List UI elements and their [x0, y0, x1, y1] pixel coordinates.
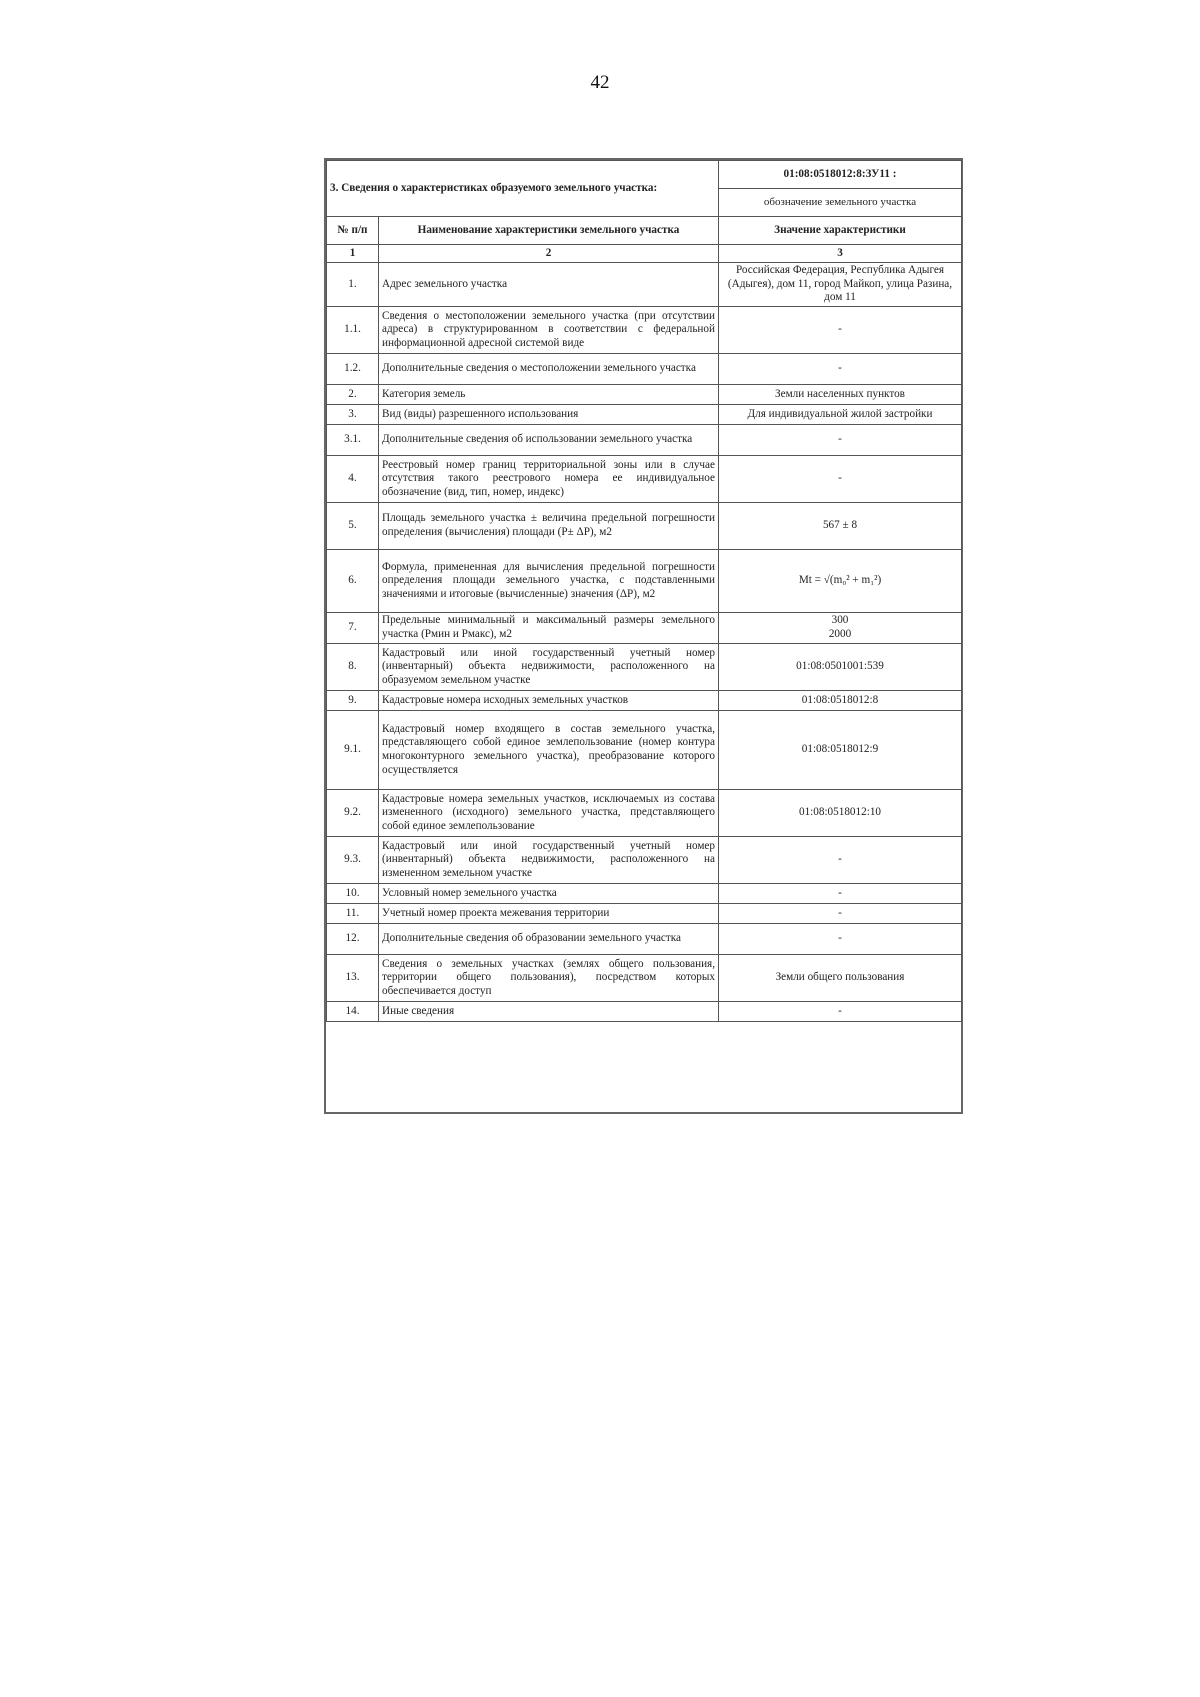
characteristic-name: Сведения о земельных участках (землях общего пользования, территории общего пользования), посредством которых обеспечивается доступ	[379, 955, 719, 1002]
characteristic-name: Кадастровый или иной государственный учетный номер (инвентарный) объекта недвижимости, расположенного на измененном земельном участке	[379, 837, 719, 884]
row-number: 10.	[327, 884, 379, 904]
characteristic-name: Кадастровые номера земельных участков, исключаемых из состава измененного (исходного) земельного участка, представляющего собой единое землепользование	[379, 790, 719, 837]
row-number: 2.	[327, 385, 379, 405]
characteristic-value: -	[719, 456, 962, 503]
column-header-value: Значение характеристики	[719, 217, 962, 245]
characteristic-name: Формула, примененная для вычисления предельной погрешности определения площади земельного участка, с подставленными значениями и итоговые (вычисленные) значения (ΔP), м2	[379, 550, 719, 613]
section-title: 3. Сведения о характеристиках образуемого земельного участка:	[327, 161, 719, 217]
blank-cell	[327, 1022, 962, 1086]
column-index-row	[327, 245, 962, 263]
characteristic-value	[719, 613, 962, 644]
table-row	[327, 456, 962, 503]
header-row-1	[327, 161, 962, 189]
table-row	[327, 503, 962, 550]
characteristic-name: Условный номер земельного участка	[379, 884, 719, 904]
row-number: 1.1.	[327, 307, 379, 354]
row-number: 9.1.	[327, 711, 379, 790]
characteristic-name: Кадастровый или иной государственный учетный номер (инвентарный) объекта недвижимости, расположенного на образуемом земельном участке	[379, 644, 719, 691]
row-number: 5.	[327, 503, 379, 550]
row-number: 11.	[327, 904, 379, 924]
table-row	[327, 924, 962, 955]
characteristic-name: Предельные минимальный и максимальный размеры земельного участка (Pмин и Pмакс), м2	[379, 613, 719, 644]
table-row	[327, 644, 962, 691]
table-row	[327, 405, 962, 425]
characteristic-value: 01:08:0518012:9	[719, 711, 962, 790]
row-number: 8.	[327, 644, 379, 691]
column-header-name: Наименование характеристики земельного участка	[379, 217, 719, 245]
row-number: 9.2.	[327, 790, 379, 837]
characteristic-name: Адрес земельного участка	[379, 263, 719, 307]
characteristic-value: -	[719, 1002, 962, 1022]
row-number: 7.	[327, 613, 379, 644]
table-row	[327, 711, 962, 790]
characteristic-value: Российская Федерация, Республика Адыгея (Адыгея), дом 11, город Майкоп, улица Разина, дом 11	[719, 263, 962, 307]
page-number: 42	[590, 72, 610, 93]
characteristic-value: -	[719, 837, 962, 884]
column-index-2: 2	[379, 245, 719, 263]
characteristic-value: 01:08:0518012:10	[719, 790, 962, 837]
characteristic-value: Mt = √(m₀² + m₁²)	[719, 550, 962, 613]
table-row	[327, 425, 962, 456]
characteristic-value: Земли населенных пунктов	[719, 385, 962, 405]
characteristic-value: -	[719, 884, 962, 904]
row-number: 1.	[327, 263, 379, 307]
table-row	[327, 884, 962, 904]
characteristic-value: Земли общего пользования	[719, 955, 962, 1002]
row-number: 3.1.	[327, 425, 379, 456]
characteristic-value: Для индивидуальной жилой застройки	[719, 405, 962, 425]
table-row	[327, 837, 962, 884]
column-index-1: 1	[327, 245, 379, 263]
table-row	[327, 955, 962, 1002]
parcel-characteristics-table	[326, 160, 962, 1086]
characteristic-name: Вид (виды) разрешенного использования	[379, 405, 719, 425]
characteristic-value: -	[719, 924, 962, 955]
table-row	[327, 613, 962, 644]
table-row	[327, 307, 962, 354]
table-row	[327, 790, 962, 837]
characteristic-name: Кадастровые номера исходных земельных участков	[379, 691, 719, 711]
row-number: 14.	[327, 1002, 379, 1022]
row-number: 4.	[327, 456, 379, 503]
parcel-id: 01:08:0518012:8:ЗУ11 :	[719, 161, 962, 189]
characteristic-name: Реестровый номер границ территориальной зоны или в случае отсутствия такого реестрового номера ее индивидуальное обозначение (вид, тип, номер, индекс)	[379, 456, 719, 503]
characteristic-value: -	[719, 307, 962, 354]
table-row	[327, 385, 962, 405]
characteristic-value-line: 300	[831, 614, 849, 627]
row-number: 12.	[327, 924, 379, 955]
characteristic-value-line: 2000	[828, 628, 852, 640]
table-row	[327, 904, 962, 924]
characteristic-name: Дополнительные сведения об использовании земельного участка	[379, 425, 719, 456]
table-body	[327, 263, 962, 1086]
row-number: 9.3.	[327, 837, 379, 884]
characteristic-value: -	[719, 425, 962, 456]
characteristic-value: 01:08:0501001:539	[719, 644, 962, 691]
row-number: 9.	[327, 691, 379, 711]
characteristic-value: -	[719, 354, 962, 385]
row-number: 1.2.	[327, 354, 379, 385]
column-header-row	[327, 217, 962, 245]
parcel-id-caption: обозначение земельного участка	[719, 189, 962, 217]
table-row	[327, 691, 962, 711]
column-header-num: № п/п	[327, 217, 379, 245]
characteristic-name: Категория земель	[379, 385, 719, 405]
row-number: 6.	[327, 550, 379, 613]
characteristic-name: Дополнительные сведения о местоположении земельного участка	[379, 354, 719, 385]
table-row	[327, 1002, 962, 1022]
characteristic-value: -	[719, 904, 962, 924]
characteristic-name: Учетный номер проекта межевания территории	[379, 904, 719, 924]
characteristic-value: 01:08:0518012:8	[719, 691, 962, 711]
blank-row	[327, 1022, 962, 1086]
table-row	[327, 263, 962, 307]
characteristic-name: Площадь земельного участка ± величина предельной погрешности определения (вычисления) площади (P± ΔP), м2	[379, 503, 719, 550]
column-index-3: 3	[719, 245, 962, 263]
characteristic-name: Дополнительные сведения об образовании земельного участка	[379, 924, 719, 955]
row-number: 13.	[327, 955, 379, 1002]
characteristic-name: Иные сведения	[379, 1002, 719, 1022]
characteristic-name: Кадастровый номер входящего в состав земельного участка, представляющего собой единое землепользование (номер контура многоконтурного земельного участка), преобразование которого осуществляется	[379, 711, 719, 790]
table-row	[327, 550, 962, 613]
row-number: 3.	[327, 405, 379, 425]
document-frame	[324, 158, 963, 1114]
table-row	[327, 354, 962, 385]
characteristic-name: Сведения о местоположении земельного участка (при отсутствии адреса) в структурированном в соответствии с федеральной информационной адресной системой виде	[379, 307, 719, 354]
characteristic-value: 567 ± 8	[719, 503, 962, 550]
